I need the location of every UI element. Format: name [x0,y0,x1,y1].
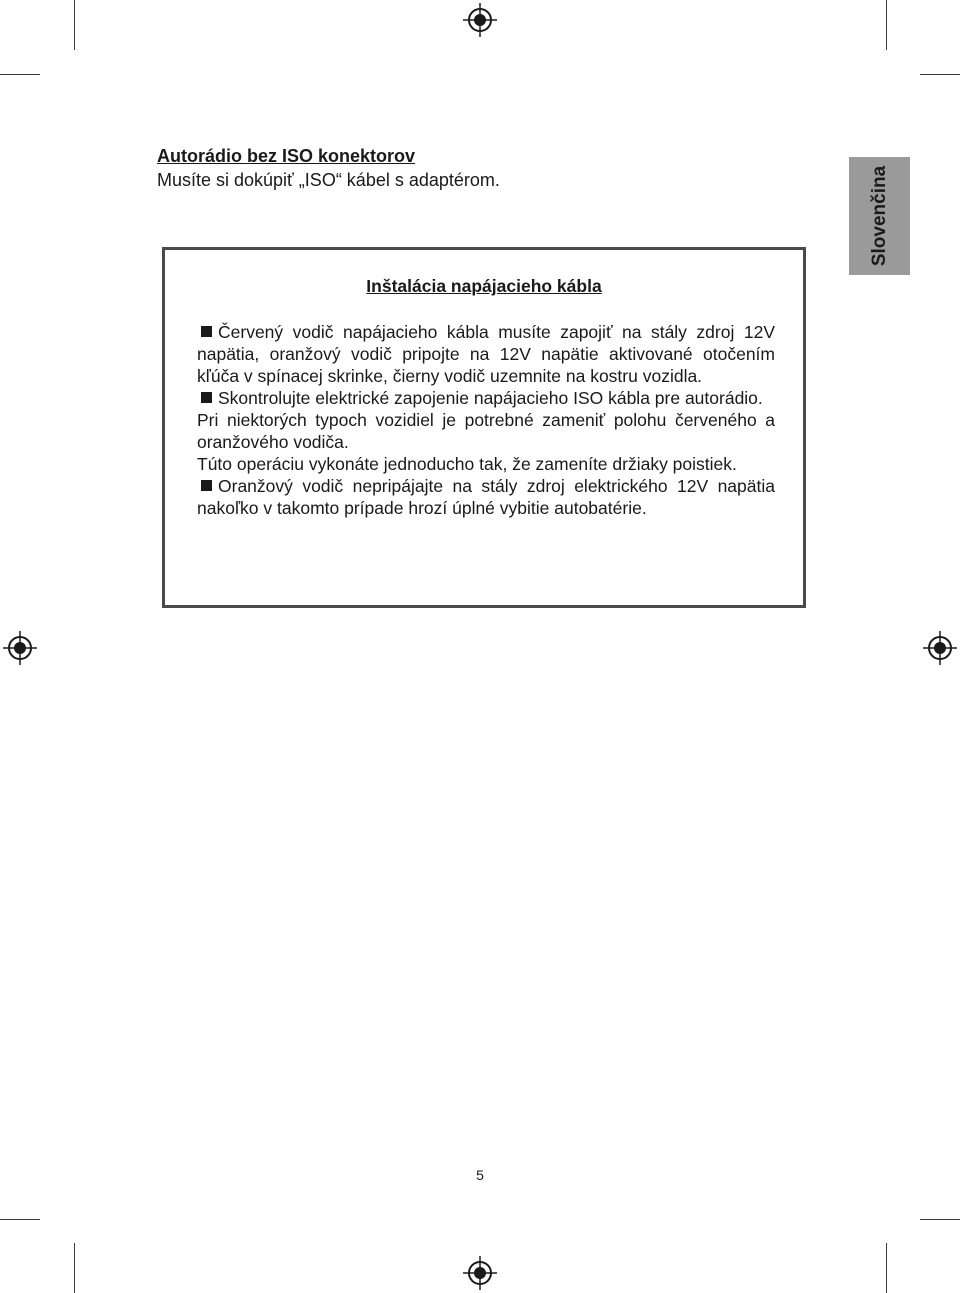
paragraph-text: Červený vodič napájacieho kábla musíte zapojiť na stály zdroj 12V napätia, oranžový vodič pripojte na 12V napätie aktivované otočením kľúča v spínacej skrinke, čierny vodič uzemnite na kostru vozidla. [197,322,775,386]
crop-mark [886,1243,887,1293]
registration-mark-icon [923,631,957,665]
crop-mark [920,1219,960,1220]
instruction-box-title: Inštalácia napájacieho kábla [366,276,602,296]
crop-mark [0,74,40,75]
instruction-paragraph [197,387,775,409]
bullet-icon [201,392,212,403]
instruction-box [162,247,806,608]
registration-mark-icon [463,3,497,37]
registration-mark-icon [3,631,37,665]
instruction-paragraph [197,475,775,519]
bullet-icon [201,326,212,337]
crop-mark [74,1243,75,1293]
page-number: 5 [476,1167,484,1183]
instruction-paragraph: Pri niektorých typoch vozidiel je potrebné zameniť polohu červeného a oranžového vodiča. [197,410,775,452]
crop-mark [920,74,960,75]
registration-mark-icon [463,1256,497,1290]
crop-mark [886,0,887,50]
paragraph-text: Oranžový vodič nepripájajte na stály zdroj elektrického 12V napätia nakoľko v takomto prípade hrozí úplné vybitie autobatérie. [197,476,775,518]
crop-mark [74,0,75,50]
section-subheading: Musíte si dokúpiť „ISO“ kábel s adaptérom. [157,170,500,190]
crop-mark [0,1219,40,1220]
instruction-paragraph: Túto operáciu vykonáte jednoducho tak, že zameníte držiaky poistiek. [197,454,737,474]
bullet-icon [201,480,212,491]
paragraph-text: Skontrolujte elektrické zapojenie napájacieho ISO kábla pre autorádio. [218,388,763,408]
language-tab-label: Slovenčina [868,165,890,267]
instruction-box-body [197,321,775,519]
section-heading: Autorádio bez ISO konektorov [157,146,416,166]
instruction-paragraph [197,321,775,387]
language-tab [849,157,910,275]
